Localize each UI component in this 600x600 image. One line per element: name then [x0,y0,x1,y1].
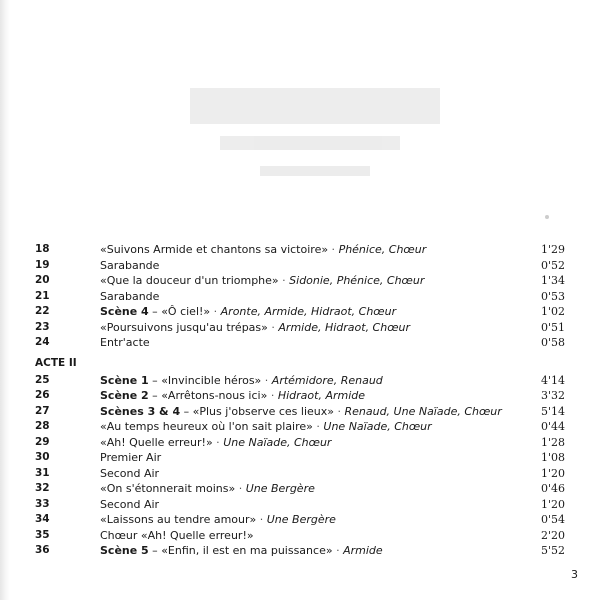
track-title: Sarabande [100,258,160,272]
track-description: «Laissons au tendre amour» · Une Bergère [100,513,336,526]
track-duration: 0'54 [540,513,565,526]
track-description: Scène 2 – «Arrêtons-nous ici» · Hidraot, Armide [100,389,366,402]
track-title: «Enfin, il est en ma puissance» [161,544,333,557]
track-title: Second Air [100,497,160,511]
track-row [0,481,600,497]
track-number: 35 [35,528,50,541]
track-description: «Suivons Armide et chantons sa victoire» · Phénice, Chœur [100,243,427,256]
track-number: 36 [35,544,50,556]
track-description [100,528,254,544]
track-description: «Que la douceur d'un triomphe» · Sidonie, Phénice, Chœur [100,274,425,287]
track-duration: 5'14 [540,404,565,418]
track-group-act1 [0,242,600,351]
track-title: Chœur «Ah! Quelle erreur!» [100,528,254,542]
track-row [0,419,600,435]
track-title: «Laissons au tendre amour» [100,513,257,526]
track-row [0,528,600,544]
track-description: «Au temps heureux où l'on sait plaire» · Une Naïade, Chœur [100,420,432,433]
track-description [100,497,159,513]
track-row [0,497,600,513]
track-group-act2 [0,373,600,559]
track-duration: 1'28 [540,435,565,449]
track-cast: Aronte, Armide, Hidraot, Chœur [220,305,397,318]
track-duration: 1'20 [540,497,565,511]
track-number: 25 [35,373,50,386]
track-title: «Ah! Quelle erreur!» [100,435,213,449]
paper-speck [545,215,549,219]
track-number: 26 [35,389,50,401]
track-number: 32 [35,482,50,494]
track-description [100,258,159,274]
track-title: «Arrêtons-nous ici» [161,389,268,402]
track-description: «Ah! Quelle erreur!» · Une Naïade, Chœur [100,435,332,449]
track-duration: 5'52 [540,544,565,557]
track-row [0,242,600,258]
track-cast: Une Naïade, Chœur [223,435,332,449]
track-title: Second Air [100,466,160,480]
track-cast: Une Bergère [266,513,336,526]
track-description [100,289,159,305]
track-row [0,335,600,351]
track-number: 22 [35,305,50,317]
track-row [0,466,600,482]
track-duration: 0'51 [540,320,565,334]
track-title: Entr'acte [100,336,150,349]
track-row [0,304,600,320]
track-row [0,435,600,451]
track-number: 28 [35,420,50,432]
track-title: Premier Air [100,451,162,464]
track-number: 33 [35,497,50,510]
track-number: 34 [35,513,50,525]
track-number: 27 [35,404,50,417]
track-list [0,242,600,559]
track-duration: 0'46 [540,482,565,495]
track-cast: Artémidore, Renaud [271,373,383,387]
track-title: Sarabande [100,289,160,303]
track-row [0,450,600,466]
track-duration: 0'53 [540,289,565,303]
track-number: 20 [35,274,50,286]
scene-label: Scènes 3 & 4 [100,404,181,418]
track-row [0,320,600,336]
track-cast: Une Bergère [245,482,315,495]
track-duration: 0'44 [540,420,565,433]
track-cast: Une Naïade, Chœur [323,420,432,433]
track-cast: Renaud, Une Naïade, Chœur [344,404,502,418]
track-row [0,373,600,389]
track-description: Scènes 3 & 4 – «Plus j'observe ces lieux» · Renaud, Une Naïade, Chœur [100,404,502,418]
track-duration: 2'20 [540,528,565,542]
track-cast: Armide, Hidraot, Chœur [278,320,411,334]
track-duration: 1'29 [540,243,565,256]
track-description [100,450,161,466]
track-description: «On s'étonnerait moins» · Une Bergère [100,482,315,495]
scene-label: Scène 1 [100,373,149,387]
track-title: «Que la douceur d'un triomphe» [100,274,279,287]
track-cast: Sidonie, Phénice, Chœur [289,274,425,287]
track-cast: Armide [343,544,383,557]
track-number: 23 [35,320,50,333]
track-description [100,466,159,482]
track-duration: 0'58 [540,336,565,349]
track-row [0,404,600,420]
track-row [0,388,600,404]
track-number: 30 [35,451,50,463]
track-description: Scène 1 – «Invincible héros» · Artémidore, Renaud [100,373,383,387]
scene-label: Scène 5 [100,544,149,557]
track-row [0,289,600,305]
track-row [0,258,600,274]
track-row [0,273,600,289]
track-title: «Au temps heureux où l'on sait plaire» [100,420,313,433]
track-row [0,512,600,528]
track-number: 31 [35,466,50,479]
track-description [100,335,150,351]
track-number: 29 [35,435,50,448]
track-title: «Poursuivons jusqu'au trépas» [100,320,268,334]
track-number: 24 [35,336,50,348]
section-label: ACTE II [35,356,77,369]
scene-label: Scène 4 [100,305,149,318]
show-through-title [150,78,470,208]
page-number: 3 [571,568,578,581]
track-title: «Suivons Armide et chantons sa victoire» [100,243,329,256]
track-description: Scène 4 – «Ô ciel!» · Aronte, Armide, Hidraot, Chœur [100,305,397,318]
track-number: 21 [35,289,50,302]
track-duration: 1'34 [540,274,565,287]
track-duration: 1'20 [540,466,565,480]
track-title: «Plus j'observe ces lieux» [192,404,334,418]
track-number: 19 [35,258,50,271]
track-cast: Phénice, Chœur [338,243,427,256]
track-title: «Invincible héros» [161,373,262,387]
track-duration: 1'02 [540,305,565,318]
track-title: «Ô ciel!» [161,305,211,318]
track-duration: 3'32 [540,389,565,402]
track-duration: 1'08 [540,451,565,464]
track-title: «On s'étonnerait moins» [100,482,236,495]
scene-label: Scène 2 [100,389,149,402]
track-cast: Hidraot, Armide [277,389,366,402]
track-description: «Poursuivons jusqu'au trépas» · Armide, Hidraot, Chœur [100,320,411,334]
track-description: Scène 5 – «Enfin, il est en ma puissance» · Armide [100,544,383,557]
track-number: 18 [35,243,50,255]
track-duration: 4'14 [540,373,565,387]
section-heading [0,351,600,373]
track-row [0,543,600,559]
track-duration: 0'52 [540,258,565,272]
